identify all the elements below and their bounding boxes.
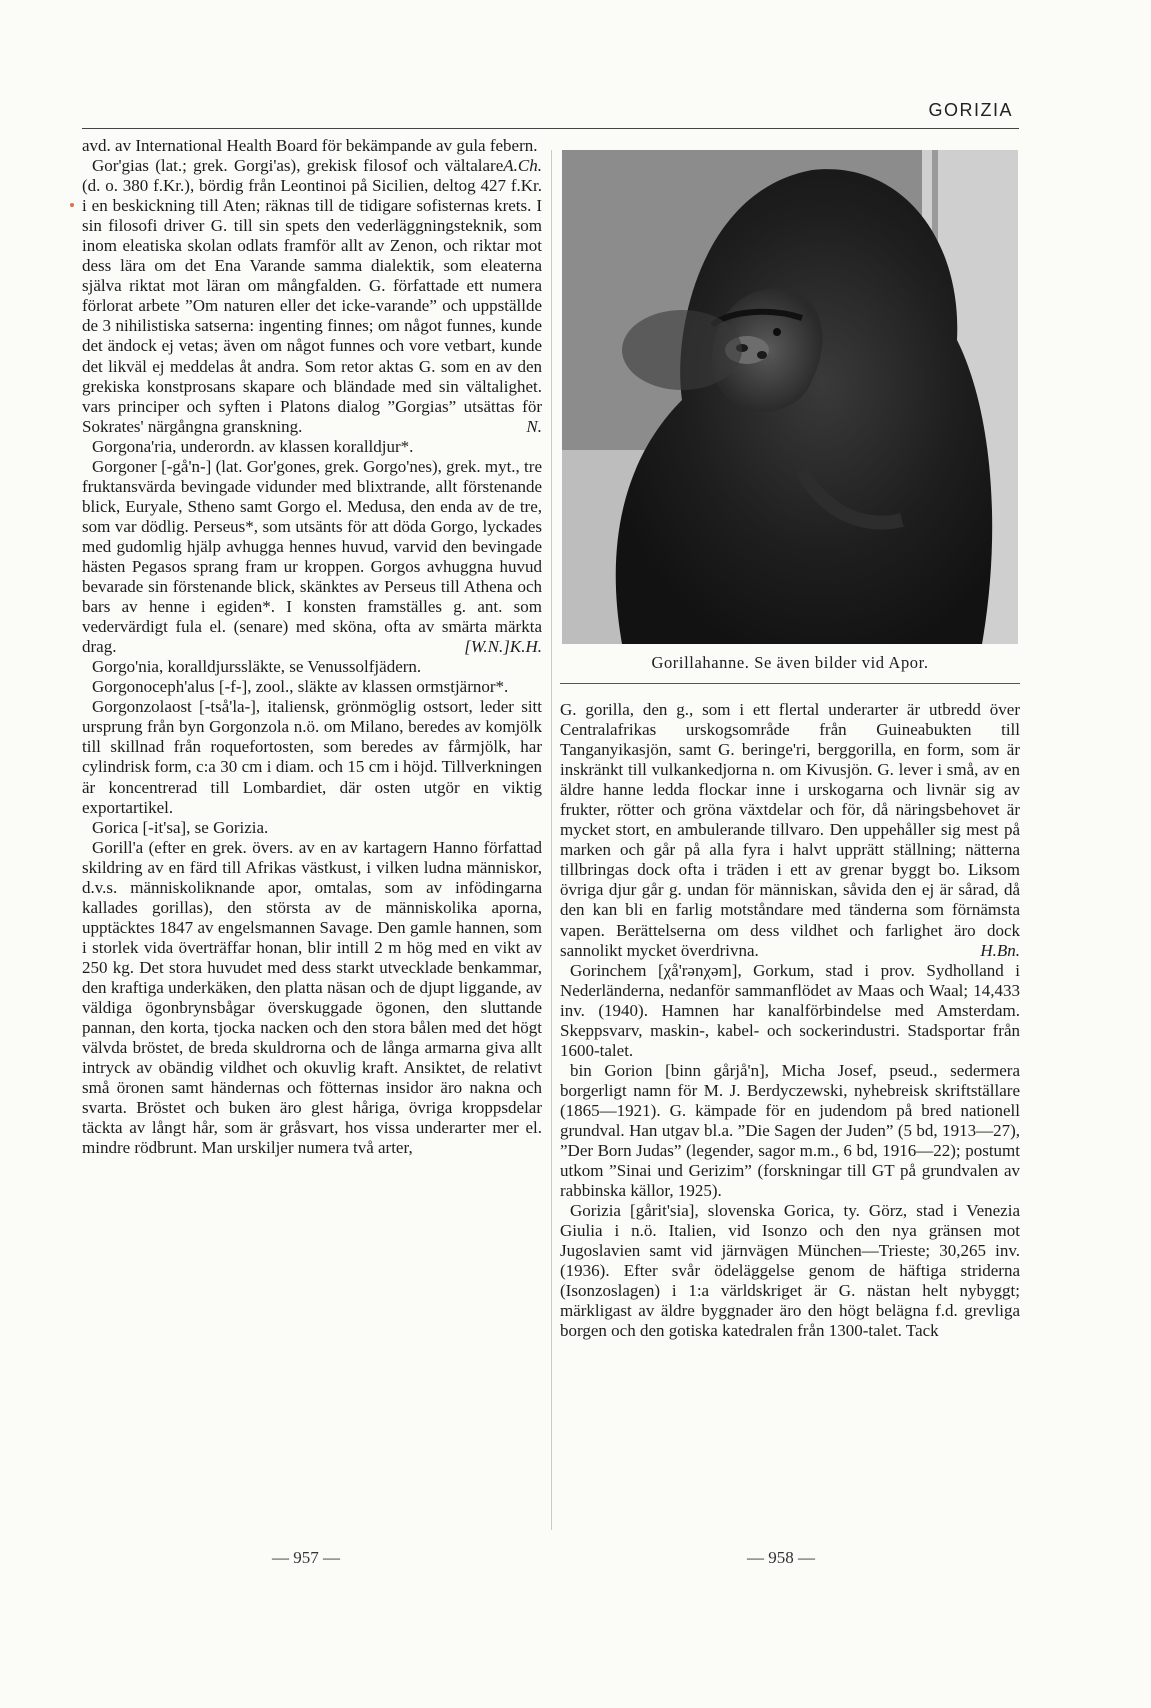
entry-gorgonzolaost: Gorgonzolaost [-tså'la-], italiensk, grönmöglig ostsort, leder sitt ursprung från byn Gorgonzola n.ö. om Milano, beredes av komjölk till skillnad från roquefortosten, som beredes av fårmjölk, har cylindrisk form, c:a 30 cm i diam. och 15 cm i höjd. Tillverkningen är koncentrerad till Lombardiet, där osten utgör en viktig exportartikel. (82, 697, 542, 817)
entry-gorgonaria: Gorgona'ria, underordn. av klassen koralldjur*. (92, 436, 414, 456)
margin-mark (70, 203, 74, 207)
entry-gorinchem: Gorinchem [χå'rənχəm], Gorkum, stad i prov. Sydholland i Nederländerna, nedanför sammanflödet av Maas och Waal; 14,433 inv. (1940). Hamnen har kanalförbindelse med Amsterdam. Skeppsvarv, maskin-, kabel- och sockerindustri. Stadsportar från 1600-talet. (560, 960, 1020, 1060)
right-page-number: — 958 — (747, 1548, 815, 1567)
left-page-number: — 957 — (272, 1548, 340, 1567)
entry-gorilla-continuation: G. gorilla, den g., som i ett flertal underarter är utbredd över Centralafrikas urskogsområde från Guineabukten till Tanganyikasjön, samt G. beringe'ri, berggorilla, en form, som är inskränkt till vulkankedjorna n. om Kivusjön. G. lever i små, av en äldre hanne ledda flockar inne i urskogarna och livnär sig av frukter, rötter och gröna växtdelar och för, då näringsbehovet är mycket stort, en ambulerande tillvaro. Den uppehåller sig mest på marken och går på alla fyra i halvt upprätt ställning; nätterna tillbringas dock ofta i träden i ett av grenar byggt bo. Liksom övriga djur går g. undan för människan, såvida den ej är sårad, då den kan bli en farlig motståndare med tänderna som förnämsta vapen. Berättelserna om dess vildhet och farlighet äro dock sannolikt mycket överdrivna. H.Bn. (560, 700, 1020, 960)
entry-gorilla: Gorill'a (efter en grek. övers. av en av kartagern Hanno författad skildring av en färd till Afrikas västkust, i vilken ludna människor, d.v.s. människoliknande apor, omtalas, som av infödingarna kallades gorillas), den största av de människolika aporna, upptäcktes 1847 av engelsmannen Savage. Den gamle hannen, som i storlek vida överträffar honan, blir intill 2 m hög med en vikt av 250 kg. Det stora huvudet med dess starkt utvecklade benkammar, den kraftiga underkäken, den platta näsan och de djupt liggande, av väldiga ögonbrynsbågar överskuggade ögonen, den sluttande pannan, den korta, tjocka nacken och den stora bålen med det högt välvda bröstet, de breda skuldrorna och de långa armarna giva allt intryck av obändig vildhet och okuvlig kraft. Ansiktet, de relativt små öronen samt händernas och fötternas insidor äro nakna och svarta. Bröstet och buken äro glest håriga, övriga kroppsdelar täckta av långt hår, som är gråsvart, hos vissa underarter mer el. mindre rödbrunt. Man urskiljer numera två arter, (82, 837, 542, 1158)
signature: H.Bn. (980, 940, 1020, 960)
signature: N. (526, 416, 542, 436)
right-column (560, 700, 1020, 1342)
entry-health-board-continuation: avd. av International Health Board för bekämpande av gula febern. A.Ch. (82, 136, 542, 176)
entry-gorgonia: Gorgo'nia, koralldjurssläkte, se Venussolfjädern. (92, 657, 422, 677)
entry-gorgias: Gor'gias (lat.; grek. Gorgi'as), grekisk filosof och vältalare (d. o. 380 f.Kr.), bördig från Leontinoi på Sicilien, deltog 427 f.Kr. i en beskickning till Aten; räknas till de tidigare sofisternas krets. I sin filosofi driver G. till sin spets den vederläggningsteknik, som inom eleatiska skolan odlats framför allt av Zenon, och riktar mot dess lära om det Ena Varande samma dialektik, som eleaterna själva riktat mot läran om mångfalden. G. författade ett numera förlorat arbete ”Om naturen eller det icke-varande” och uppställde de 3 nihilistiska satserna: ingenting finnes; om något funnes, kunde det ändock ej vetas; även om något funnes och vore vetbart, kunde det likväl ej meddelas åt andra. Som retor aktas G. som en av den grekiska konstprosans skapare och bländade med sin vältalighet. vars principer och syften i Platons dialog ”Gorgias” utsättas för Sokrates' närgångna granskning. N. (82, 156, 542, 436)
signature: A.Ch. (503, 156, 542, 176)
entry-bin-gorion: bin Gorion [binn gårjå'n], Micha Josef, pseud., sedermera borgerligt namn för M. J. Berdyczewski, nyhebreisk skriftställare (1865—1921). G. kämpade för en judendom på bred nationell grundval. Han utgav bl.a. ”Die Sagen der Juden” (5 bd, 1913—27), ”Der Born Judas” (legender, sagor m.m., 6 bd, 1916—22); postumt utkom ”Sinai und Gerizim” (forskningar till GT på grundvalen av rabbinska källor, 1925). (560, 1060, 1020, 1201)
entry-gorgonocephalus: Gorgonoceph'alus [-f-], zool., släkte av klassen ormstjärnor*. (92, 677, 509, 697)
entry-gorizia: Gorizia [gårit'sia], slovenska Gorica, ty. Görz, stad i Venezia Giulia i n.ö. Italien, vid Isonzo och den nya gränsen mot Jugoslavien samt vid järnvägen München—Trieste; 30,265 inv. (1936). Efter svår ödeläggelse genom de häftiga striderna (Isonzoslagen) i 1:a världskriget är G. nästan helt nybyggt; märkligast av äldre byggnader äro den högt belägna f.d. grevliga borgen och den gotiska katedralen från 1300-talet. Tack (560, 1201, 1020, 1341)
caption-rule (560, 683, 1020, 684)
running-head: GORIZIA (928, 100, 1013, 120)
left-column (82, 136, 542, 1158)
entry-gorgoner: Gorgoner [-gå'n-] (lat. Gor'gones, grek. Gorgo'nes), grek. myt., tre fruktansvärda bevingade vidunder med blixtrande, allt förstenande blick, Euryale, Stheno samt Gorgo el. Medusa, den enda av de tre, som var dödlig. Perseus*, som utsänts för att döda Gorgo, lyckades med gudomlig hjälp avhugga hennes huvud, varvid den bevingade hästen Pegasos sprang fram ur kroppen. Gorgos avhuggna huvud bevarade sin förstenande blick, skänktes av Perseus till Athena och bars av henne i egiden*. I konsten framställes g. ant. som vedervärdigt fula el. (senare) med sköna, ofta av smärta märkta drag. [W.N.]K.H. (82, 456, 542, 657)
entry-gorica: Gorica [-it'sa], se Gorizia. (92, 817, 269, 837)
signature: [W.N.]K.H. (464, 637, 542, 657)
column-divider (551, 150, 552, 1530)
header-rule (82, 128, 1019, 129)
figure-caption: Gorillahanne. Se även bilder vid Apor. (651, 653, 929, 672)
gorilla-illustration (562, 150, 1018, 644)
gorilla-photo (562, 150, 1018, 644)
